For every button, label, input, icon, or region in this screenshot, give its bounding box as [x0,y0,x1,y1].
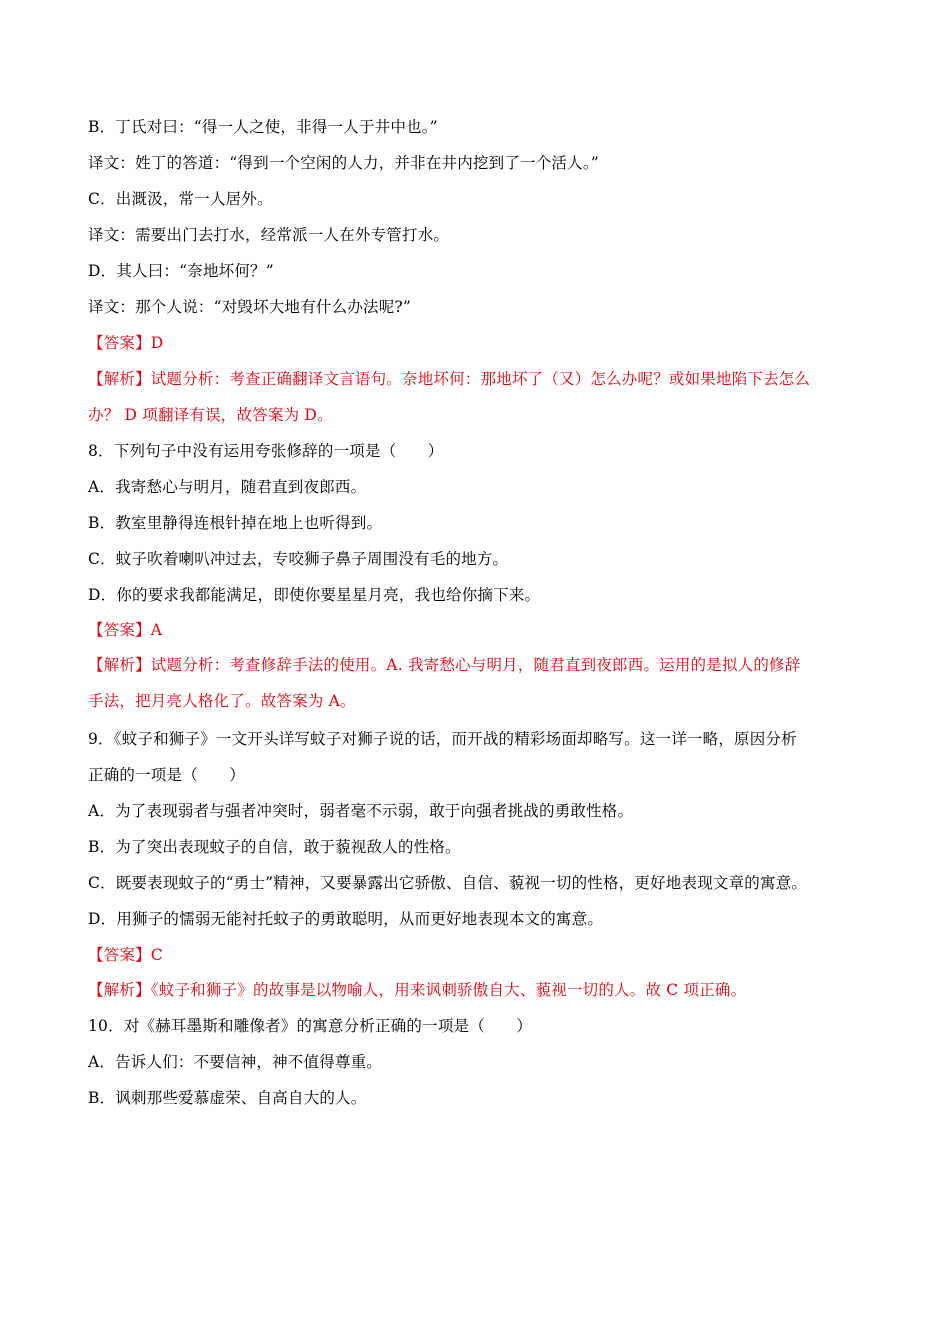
question-10: 10．对《赫耳墨斯和雕像者》的寓意分析正确的一项是（ ） [88,1017,533,1035]
q8-option-d: D．你的要求我都能满足，即使你要星星月亮，我也给你摘下来。 [88,586,541,604]
option-b-translation: 译文：姓丁的答道：“得到一个空闲的人力，并非在井内挖到了一个活人。” [88,154,599,172]
question-9-line2: 正确的一项是（ ） [88,766,246,784]
q10-option-a: A．告诉人们：不要信神，神不值得尊重。 [88,1053,382,1071]
analysis-q8-line1: 【解析】试题分析：考查修辞手法的使用。A. 我寄愁心与明月，随君直到夜郎西。运用的是拟人的修辞 [88,656,801,674]
q9-option-b: B．为了突出表现蚊子的自信，敢于藐视敌人的性格。 [88,838,461,856]
analysis-q7-line1: 【解析】试题分析：考查正确翻译文言语句。奈地坏何：那地坏了（又）怎么办呢？或如果地陷下去怎么 [88,370,811,388]
q8-option-c: C．蚊子吹着喇叭冲过去，专咬狮子鼻子周围没有毛的地方。 [88,550,509,568]
option-c-original: C．出溉汲，常一人居外。 [88,190,273,208]
option-b-original: B．丁氏对曰：“得一人之使，非得一人于井中也。” [88,118,438,136]
q9-option-d: D．用狮子的懦弱无能衬托蚊子的勇敢聪明，从而更好地表现本文的寓意。 [88,910,604,928]
q9-option-a: A．为了表现弱者与强者冲突时，弱者毫不示弱，敢于向强者挑战的勇敢性格。 [88,802,634,820]
q10-option-b: B．讽刺那些爱慕虚荣、自高自大的人。 [88,1089,367,1107]
option-d-translation: 译文：那个人说：“对毁坏大地有什么办法呢?” [88,298,412,316]
answer-q7: 【答案】D [88,334,164,352]
q9-option-c: C．既要表现蚊子的“勇士”精神，又要暴露出它骄傲、自信、藐视一切的性格，更好地表现文章的寓意。 [88,874,808,892]
question-8: 8．下列句子中没有运用夸张修辞的一项是（ ） [88,442,444,460]
q8-option-b: B．教室里静得连根针掉在地上也听得到。 [88,514,383,532]
analysis-q7-line2: 办？ D 项翻译有误，故答案为 D。 [88,406,333,424]
analysis-q9: 【解析】《蚊子和狮子》的故事是以物喻人，用来讽刺骄傲自大、藐视一切的人。故 C 项正确。 [88,981,747,999]
option-d-original: D．其人曰：“奈地坏何？” [88,262,274,280]
option-c-translation: 译文：需要出门去打水，经常派一人在外专管打水。 [88,226,450,244]
answer-q9: 【答案】C [88,946,163,964]
analysis-q8-line2: 手法，把月亮人格化了。故答案为 A。 [88,692,356,710]
question-9-line1: 9．《蚊子和狮子》一文开头详写蚊子对狮子说的话，而开战的精彩场面却略写。这一详一略，原因分析 [88,730,797,748]
answer-q8: 【答案】A [88,621,163,639]
q8-option-a: A．我寄愁心与明月，随君直到夜郎西。 [88,478,367,496]
